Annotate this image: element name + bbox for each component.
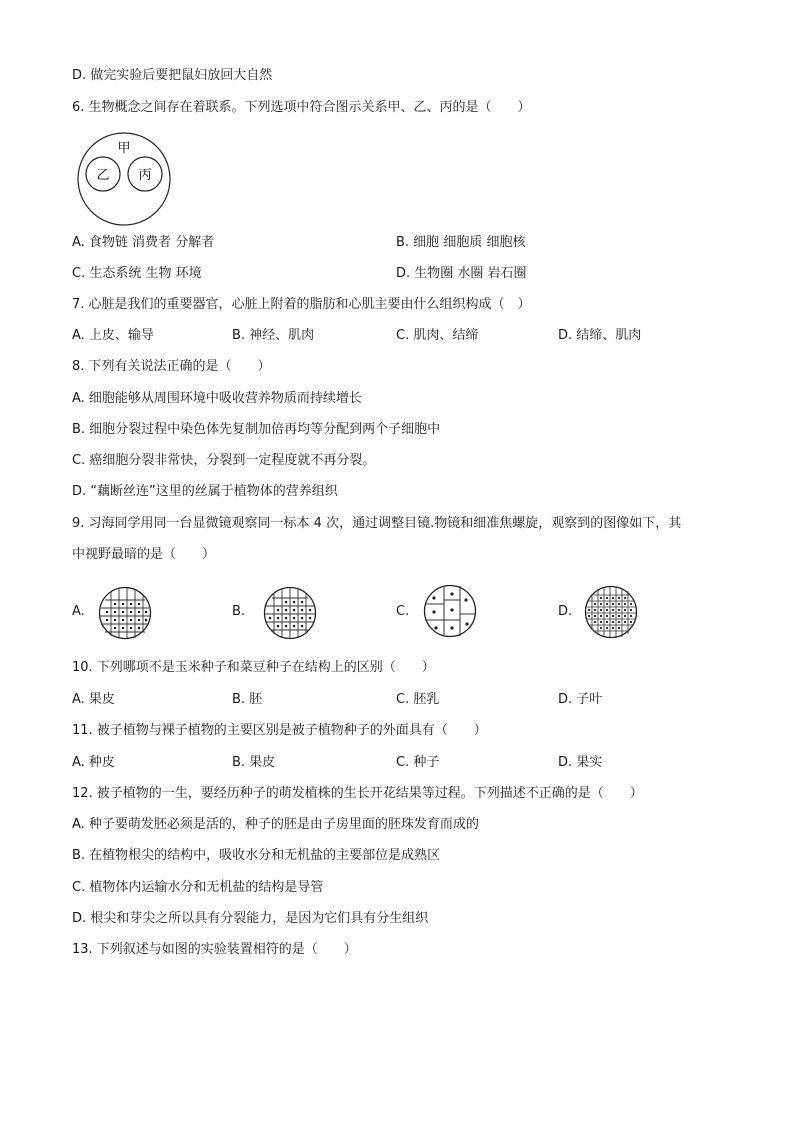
q12-option-b: B. 在植物根尖的结构中，吸收水分和无机盐的主要部位是成熟区 (72, 848, 441, 863)
q8-option-a: A. 细胞能够从周围环境中吸收营养物质而持续增长 (72, 391, 362, 406)
question-8-stem: 8. 下列有关说法正确的是（ ） (72, 359, 271, 374)
question-10-stem: 10. 下列哪项不是玉米种子和菜豆种子在结构上的区别（ ） (72, 660, 435, 675)
q9-microscope-view-b (262, 586, 318, 640)
q9-microscope-view-a (97, 586, 153, 640)
q8-option-d: D. “藕断丝连”这里的丝属于植物体的营养组织 (72, 484, 338, 499)
q12-option-d: D. 根尖和芽尖之所以具有分裂能力，是因为它们具有分生组织 (72, 911, 429, 926)
q10-option-a: A. 果皮 (72, 692, 115, 707)
q10-option-d: D. 子叶 (558, 692, 603, 707)
q8-option-c: C. 癌细胞分裂非常快，分裂到一定程度就不再分裂。 (72, 453, 376, 468)
question-9-stem-line2: 中视野最暗的是（ ） (72, 547, 216, 562)
q6-option-b: B. 细胞 细胞质 细胞核 (396, 235, 526, 250)
question-12-stem: 12. 被子植物的一生，要经历种子的萌发植株的生长开花结果等过程。下列描述不正确的是（ ） (72, 786, 643, 801)
q6-option-c: C. 生态系统 生物 环境 (72, 266, 202, 281)
q8-option-b: B. 细胞分裂过程中染色体先复制加倍再均等分配到两个子细胞中 (72, 422, 441, 437)
question-9-stem-line1: 9. 习海同学用同一台显微镜观察同一标本 4 次，通过调整目镜.物镜和细准焦螺旋，观察到的图像如下，其 (72, 516, 682, 531)
q9-label-c: C. (396, 604, 410, 619)
question-11-stem: 11. 被子植物与裸子植物的主要区别是被子植物种子的外面具有（ ） (72, 723, 487, 738)
q12-option-a: A. 种子要萌发胚必须是活的，种子的胚是由子房里面的胚珠发育而成的 (72, 817, 479, 832)
venn-left-label: 乙 (96, 168, 110, 183)
q7-option-c: C. 肌肉、结缔 (396, 328, 479, 343)
question-13-stem: 13. 下列叙述与如图的实验装置相符的是（ ） (72, 942, 357, 957)
q7-option-a: A. 上皮、输导 (72, 328, 154, 343)
q12-option-c: C. 植物体内运输水分和无机盐的结构是导管 (72, 880, 324, 895)
q7-option-d: D. 结缔、肌肉 (558, 328, 642, 343)
venn-outer-label: 甲 (117, 141, 131, 156)
q5-option-d: D. 做完实验后要把鼠妇放回大自然 (72, 68, 273, 83)
q11-option-a: A. 种皮 (72, 755, 115, 770)
venn-right-label: 丙 (138, 168, 152, 183)
q10-option-c: C. 胚乳 (396, 692, 440, 707)
q9-microscope-view-d (583, 585, 639, 639)
q9-label-a: A. (72, 604, 85, 619)
q11-option-c: C. 种子 (396, 755, 440, 770)
question-6-stem: 6. 生物概念之间存在着联系。下列选项中符合图示关系甲、乙、丙的是（ ） (72, 100, 531, 115)
q11-option-b: B. 果皮 (232, 755, 276, 770)
q9-label-d: D. (558, 604, 573, 619)
q9-label-b: B. (232, 604, 246, 619)
venn-diagram (72, 132, 176, 226)
q6-option-a: A. 食物链 消费者 分解者 (72, 235, 215, 250)
q10-option-b: B. 胚 (232, 692, 263, 707)
q6-option-d: D. 生物圈 水圈 岩石圈 (396, 266, 527, 281)
q11-option-d: D. 果实 (558, 755, 603, 770)
q9-microscope-view-c (422, 584, 478, 638)
question-7-stem: 7. 心脏是我们的重要器官，心脏上附着的脂肪和心肌主要由什么组织构成（ ） (72, 297, 531, 312)
q7-option-b: B. 神经、肌肉 (232, 328, 315, 343)
